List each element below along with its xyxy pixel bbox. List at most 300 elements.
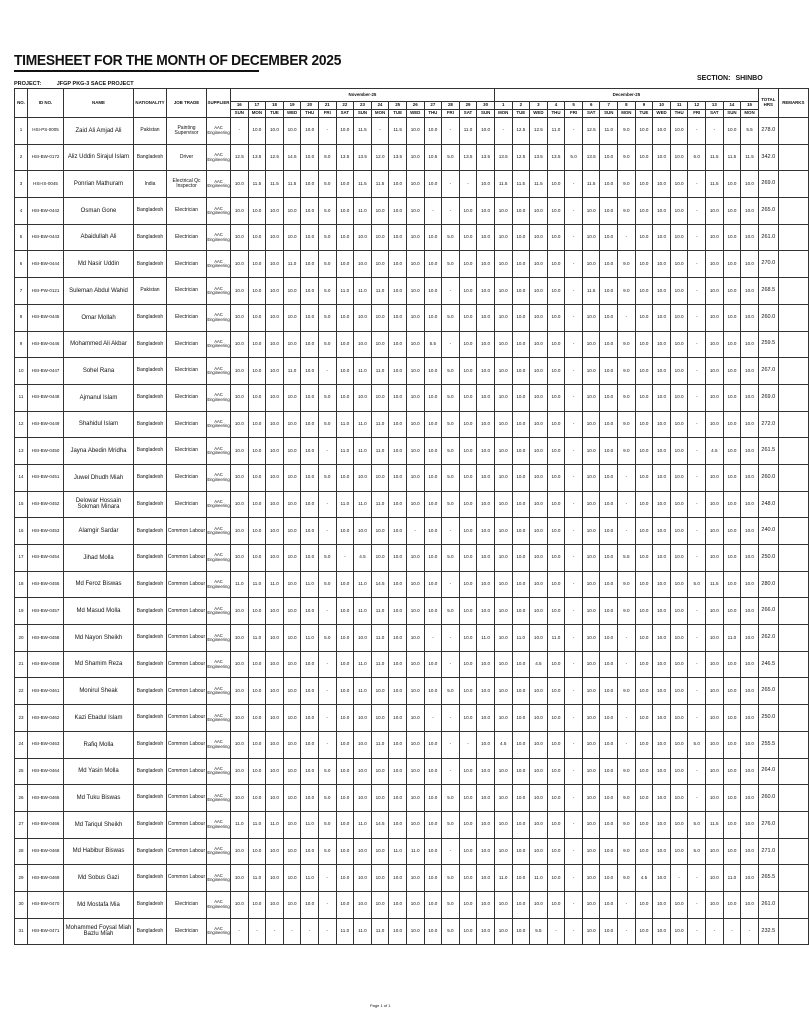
- hours-cell: 10.0: [670, 251, 688, 278]
- nationality: Bangladesh: [134, 731, 167, 758]
- job-trade: Electrician: [167, 278, 207, 305]
- hours-cell: 10.0: [389, 411, 407, 438]
- job-trade: Common Labour: [167, 838, 207, 865]
- hours-cell: 10.0: [266, 278, 284, 305]
- hours-cell: 10.0: [512, 785, 530, 812]
- hours-cell: 10.0: [231, 384, 249, 411]
- hours-cell: 10.0: [670, 705, 688, 732]
- hours-cell: 10.0: [494, 331, 512, 358]
- hours-cell: 10.0: [354, 518, 372, 545]
- hours-cell: -: [688, 304, 706, 331]
- hours-cell: 5.0: [442, 438, 460, 465]
- nationality: Bangladesh: [134, 384, 167, 411]
- hours-cell: 11.5: [706, 811, 724, 838]
- hours-cell: -: [723, 918, 741, 945]
- supplier: AAC Engineering: [207, 384, 231, 411]
- row-number: 14: [15, 464, 28, 491]
- hours-cell: 10.0: [530, 891, 548, 918]
- hours-cell: 10.0: [600, 224, 618, 251]
- hours-cell: 10.0: [723, 278, 741, 305]
- hours-cell: 10.0: [635, 545, 653, 572]
- hours-cell: 10.0: [653, 731, 671, 758]
- hours-cell: -: [688, 384, 706, 411]
- hours-cell: 10.0: [582, 411, 600, 438]
- hours-cell: 10.0: [547, 384, 565, 411]
- hours-cell: 10.0: [248, 891, 266, 918]
- day-number-header: 12: [688, 102, 706, 110]
- row-number: 8: [15, 304, 28, 331]
- hours-cell: 10.0: [283, 331, 301, 358]
- hours-cell: 10.0: [354, 224, 372, 251]
- table-row: [15, 571, 809, 598]
- hours-cell: 10.0: [301, 491, 319, 518]
- hours-cell: 10.0: [283, 865, 301, 892]
- hours-cell: 11.0: [248, 571, 266, 598]
- hours-cell: 10.0: [653, 358, 671, 385]
- hours-cell: 10.0: [547, 651, 565, 678]
- employee-name: Suleman Abdul Wahid: [64, 278, 134, 305]
- hours-cell: 10.0: [389, 251, 407, 278]
- weekday-header: SAT: [459, 110, 477, 118]
- hours-cell: 10.0: [389, 304, 407, 331]
- hours-cell: 10.0: [406, 785, 424, 812]
- hours-cell: -: [565, 625, 583, 652]
- hours-cell: 10.0: [248, 598, 266, 625]
- hours-cell: 10.0: [424, 491, 442, 518]
- weekday-header: SAT: [336, 110, 354, 118]
- hours-cell: 10.0: [266, 118, 284, 145]
- hours-cell: 10.0: [354, 758, 372, 785]
- hours-cell: -: [565, 331, 583, 358]
- hours-cell: 10.0: [389, 625, 407, 652]
- total-hours: 259.5: [758, 331, 778, 358]
- hours-cell: 10.0: [459, 625, 477, 652]
- hours-cell: 10.0: [723, 811, 741, 838]
- hours-cell: 10.0: [371, 705, 389, 732]
- hours-cell: 5.0: [318, 251, 336, 278]
- weekday-header: SUN: [231, 110, 249, 118]
- header-job-trade: JOB TRADE: [167, 89, 207, 118]
- hours-cell: 10.0: [283, 518, 301, 545]
- hours-cell: 10.0: [600, 918, 618, 945]
- row-number: 28: [15, 838, 28, 865]
- hours-cell: 10.0: [266, 411, 284, 438]
- hours-cell: 10.0: [547, 891, 565, 918]
- hours-cell: -: [688, 918, 706, 945]
- supplier: AAC Engineering: [207, 411, 231, 438]
- hours-cell: 10.0: [600, 865, 618, 892]
- hours-cell: 10.0: [477, 545, 495, 572]
- remarks-cell: [778, 678, 808, 705]
- hours-cell: 10.0: [266, 358, 284, 385]
- hours-cell: -: [336, 545, 354, 572]
- hours-cell: 5.0: [318, 464, 336, 491]
- hours-cell: 8.0: [318, 144, 336, 171]
- remarks-cell: [778, 304, 808, 331]
- hours-cell: 10.0: [231, 304, 249, 331]
- employee-name: Md Feroz Biswas: [64, 571, 134, 598]
- hours-cell: 10.0: [459, 411, 477, 438]
- hours-cell: 10.0: [354, 331, 372, 358]
- hours-cell: 10.0: [266, 731, 284, 758]
- hours-cell: -: [618, 625, 636, 652]
- hours-cell: 11.0: [248, 625, 266, 652]
- hours-cell: 11.0: [336, 918, 354, 945]
- hours-cell: 5.0: [442, 224, 460, 251]
- hours-cell: 10.0: [582, 785, 600, 812]
- hours-cell: 9.0: [618, 331, 636, 358]
- hours-cell: 10.0: [301, 224, 319, 251]
- hours-cell: 10.5: [424, 144, 442, 171]
- hours-cell: -: [459, 731, 477, 758]
- hours-cell: 10.0: [266, 891, 284, 918]
- job-trade: Common Labour: [167, 811, 207, 838]
- hours-cell: 10.0: [512, 705, 530, 732]
- employee-name: Md Habibur Biswas: [64, 838, 134, 865]
- hours-cell: -: [424, 705, 442, 732]
- hours-cell: -: [442, 758, 460, 785]
- hours-cell: 10.0: [406, 705, 424, 732]
- hours-cell: -: [618, 651, 636, 678]
- hours-cell: 10.0: [477, 865, 495, 892]
- hours-cell: 5.0: [442, 411, 460, 438]
- hours-cell: 4.5: [635, 865, 653, 892]
- hours-cell: 10.0: [723, 571, 741, 598]
- hours-cell: 10.0: [231, 865, 249, 892]
- table-row: [15, 865, 809, 892]
- day-number-header: 23: [354, 102, 372, 110]
- weekday-header: SAT: [582, 110, 600, 118]
- hours-cell: 9.0: [618, 678, 636, 705]
- table-row: [15, 464, 809, 491]
- hours-cell: -: [318, 491, 336, 518]
- hours-cell: 10.0: [653, 891, 671, 918]
- hours-cell: -: [688, 491, 706, 518]
- hours-cell: 10.0: [266, 758, 284, 785]
- supplier: AAC Engineering: [207, 464, 231, 491]
- hours-cell: 10.0: [248, 464, 266, 491]
- hours-cell: 10.0: [741, 411, 759, 438]
- hours-cell: 10.0: [494, 838, 512, 865]
- employee-name: Jihad Molla: [64, 545, 134, 572]
- hours-cell: 10.0: [266, 438, 284, 465]
- row-number: 2: [15, 144, 28, 171]
- hours-cell: 10.0: [494, 545, 512, 572]
- hours-cell: -: [406, 518, 424, 545]
- hours-cell: 13.5: [547, 144, 565, 171]
- hours-cell: -: [565, 171, 583, 198]
- total-hours: 265.0: [758, 198, 778, 225]
- nationality: Bangladesh: [134, 838, 167, 865]
- job-trade: Electrician: [167, 304, 207, 331]
- hours-cell: 10.0: [494, 278, 512, 305]
- hours-cell: 10.0: [670, 224, 688, 251]
- day-number-header: 29: [459, 102, 477, 110]
- hours-cell: 10.0: [336, 171, 354, 198]
- hours-cell: 10.0: [547, 224, 565, 251]
- hours-cell: 10.0: [741, 545, 759, 572]
- hours-cell: 5.5: [618, 545, 636, 572]
- hours-cell: 10.0: [723, 384, 741, 411]
- hours-cell: 11.5: [283, 171, 301, 198]
- hours-cell: 13.5: [459, 144, 477, 171]
- hours-cell: 10.0: [653, 625, 671, 652]
- hours-cell: 10.0: [582, 571, 600, 598]
- hours-cell: 11.0: [494, 865, 512, 892]
- hours-cell: 10.0: [530, 678, 548, 705]
- nationality: Bangladesh: [134, 918, 167, 945]
- hours-cell: 10.0: [635, 171, 653, 198]
- hours-cell: 11.0: [723, 625, 741, 652]
- hours-cell: 10.0: [424, 838, 442, 865]
- table-row: [15, 491, 809, 518]
- job-trade: Electrician: [167, 384, 207, 411]
- supplier: AAC Engineering: [207, 518, 231, 545]
- total-hours: 250.0: [758, 545, 778, 572]
- hours-cell: 10.0: [283, 758, 301, 785]
- hours-cell: 10.0: [723, 491, 741, 518]
- hours-cell: 12.5: [512, 118, 530, 145]
- header-total: [758, 89, 778, 118]
- hours-cell: 10.0: [600, 278, 618, 305]
- supplier: AAC Engineering: [207, 545, 231, 572]
- hours-cell: -: [706, 118, 724, 145]
- hours-cell: 10.0: [512, 491, 530, 518]
- hours-cell: 5.0: [442, 384, 460, 411]
- table-row: [15, 384, 809, 411]
- hours-cell: 10.0: [670, 678, 688, 705]
- employee-id: HSI-PS-0005: [28, 118, 64, 145]
- hours-cell: 10.0: [600, 384, 618, 411]
- hours-cell: 10.0: [723, 705, 741, 732]
- day-number-header: 27: [424, 102, 442, 110]
- hours-cell: 10.0: [248, 705, 266, 732]
- table-row: [15, 278, 809, 305]
- job-trade: Electrician: [167, 411, 207, 438]
- hours-cell: 10.0: [477, 491, 495, 518]
- employee-id: HSI-BW-0453: [28, 518, 64, 545]
- job-trade: Electrician: [167, 491, 207, 518]
- hours-cell: 11.5: [248, 171, 266, 198]
- day-number-header: 3: [530, 102, 548, 110]
- row-number: 5: [15, 224, 28, 251]
- nationality: Bangladesh: [134, 865, 167, 892]
- hours-cell: 10.0: [231, 598, 249, 625]
- job-trade: Driver: [167, 144, 207, 171]
- remarks-cell: [778, 705, 808, 732]
- hours-cell: 10.0: [406, 625, 424, 652]
- hours-cell: -: [565, 545, 583, 572]
- employee-id: HSI-BW-0451: [28, 464, 64, 491]
- hours-cell: 10.0: [547, 545, 565, 572]
- weekday-header: MON: [618, 110, 636, 118]
- hours-cell: 10.0: [459, 811, 477, 838]
- hours-cell: 10.0: [477, 358, 495, 385]
- job-trade: Electrician: [167, 438, 207, 465]
- hours-cell: 11.0: [406, 838, 424, 865]
- remarks-cell: [778, 198, 808, 225]
- hours-cell: -: [248, 918, 266, 945]
- hours-cell: -: [618, 918, 636, 945]
- hours-cell: 10.0: [547, 811, 565, 838]
- hours-cell: 10.0: [670, 625, 688, 652]
- table-row: [15, 331, 809, 358]
- hours-cell: 10.0: [283, 198, 301, 225]
- hours-cell: 10.0: [530, 198, 548, 225]
- hours-cell: 5.0: [318, 571, 336, 598]
- hours-cell: 10.0: [653, 304, 671, 331]
- hours-cell: 10.0: [741, 384, 759, 411]
- hours-cell: -: [442, 198, 460, 225]
- nationality: Bangladesh: [134, 705, 167, 732]
- hours-cell: 10.0: [248, 331, 266, 358]
- hours-cell: 10.0: [494, 625, 512, 652]
- hours-cell: 13.5: [389, 144, 407, 171]
- hours-cell: 10.0: [635, 838, 653, 865]
- hours-cell: 10.0: [406, 758, 424, 785]
- hours-cell: -: [565, 811, 583, 838]
- remarks-cell: [778, 144, 808, 171]
- hours-cell: -: [565, 571, 583, 598]
- day-number-header: 26: [406, 102, 424, 110]
- hours-cell: 11.0: [354, 651, 372, 678]
- hours-cell: 10.0: [530, 838, 548, 865]
- hours-cell: 10.0: [301, 278, 319, 305]
- hours-cell: 11.5: [582, 278, 600, 305]
- employee-name: Zaid Ali Amjad Ali: [64, 118, 134, 145]
- hours-cell: 10.0: [266, 678, 284, 705]
- row-number: 3: [15, 171, 28, 198]
- hours-cell: 10.0: [406, 438, 424, 465]
- employee-id: HSI-BW-0450: [28, 438, 64, 465]
- hours-cell: 9.0: [618, 144, 636, 171]
- hours-cell: 10.0: [336, 464, 354, 491]
- hours-cell: 10.0: [354, 384, 372, 411]
- nationality: Bangladesh: [134, 491, 167, 518]
- hours-cell: 10.0: [371, 678, 389, 705]
- hours-cell: 13.5: [354, 144, 372, 171]
- hours-cell: 11.0: [301, 571, 319, 598]
- weekday-header: SUN: [477, 110, 495, 118]
- hours-cell: 10.0: [283, 571, 301, 598]
- day-number-header: 18: [266, 102, 284, 110]
- hours-cell: 10.0: [530, 278, 548, 305]
- hours-cell: 10.0: [547, 731, 565, 758]
- weekday-header: SUN: [354, 110, 372, 118]
- page-number: Page 1 of 1: [370, 1003, 391, 1008]
- total-hours: 261.0: [758, 891, 778, 918]
- hours-cell: 10.0: [706, 224, 724, 251]
- hours-cell: 10.0: [231, 171, 249, 198]
- row-number: 17: [15, 545, 28, 572]
- hours-cell: -: [547, 918, 565, 945]
- row-number: 19: [15, 598, 28, 625]
- hours-cell: 14.5: [371, 811, 389, 838]
- hours-cell: 10.0: [301, 438, 319, 465]
- remarks-cell: [778, 358, 808, 385]
- hours-cell: -: [688, 171, 706, 198]
- hours-cell: 10.0: [494, 518, 512, 545]
- hours-cell: 10.0: [653, 438, 671, 465]
- job-trade: Electrician: [167, 918, 207, 945]
- supplier: AAC Engineering: [207, 811, 231, 838]
- row-number: 12: [15, 411, 28, 438]
- hours-cell: 10.0: [600, 785, 618, 812]
- hours-cell: -: [565, 118, 583, 145]
- supplier: AAC Engineering: [207, 731, 231, 758]
- hours-cell: 10.0: [477, 411, 495, 438]
- hours-cell: 10.0: [706, 278, 724, 305]
- row-number: 24: [15, 731, 28, 758]
- hours-cell: 5.0: [688, 838, 706, 865]
- hours-cell: 10.0: [406, 304, 424, 331]
- hours-cell: 10.0: [512, 384, 530, 411]
- hours-cell: 10.0: [670, 518, 688, 545]
- hours-cell: 10.0: [406, 865, 424, 892]
- supplier: AAC Engineering: [207, 918, 231, 945]
- employee-name: Md Tuku Biswas: [64, 785, 134, 812]
- hours-cell: 10.0: [494, 811, 512, 838]
- hours-cell: 10.0: [354, 891, 372, 918]
- job-trade: Common Labour: [167, 705, 207, 732]
- hours-cell: 10.0: [301, 545, 319, 572]
- hours-cell: 11.0: [336, 278, 354, 305]
- hours-cell: -: [688, 518, 706, 545]
- hours-cell: 11.0: [371, 731, 389, 758]
- hours-cell: 10.0: [283, 118, 301, 145]
- row-number: 9: [15, 331, 28, 358]
- remarks-cell: [778, 545, 808, 572]
- hours-cell: 10.0: [547, 411, 565, 438]
- hours-cell: 10.0: [477, 118, 495, 145]
- hours-cell: 10.0: [530, 731, 548, 758]
- hours-cell: -: [318, 891, 336, 918]
- hours-cell: 10.0: [406, 411, 424, 438]
- hours-cell: 10.0: [494, 678, 512, 705]
- hours-cell: 10.0: [670, 731, 688, 758]
- hours-cell: 10.0: [706, 838, 724, 865]
- hours-cell: 10.0: [635, 278, 653, 305]
- hours-cell: 11.0: [354, 198, 372, 225]
- hours-cell: -: [688, 251, 706, 278]
- job-trade: Common Labour: [167, 545, 207, 572]
- hours-cell: 11.0: [248, 811, 266, 838]
- hours-cell: 10.0: [301, 518, 319, 545]
- hours-cell: 10.0: [547, 491, 565, 518]
- hours-cell: 10.0: [424, 918, 442, 945]
- hours-cell: 11.5: [512, 171, 530, 198]
- total-hours: 269.0: [758, 171, 778, 198]
- hours-cell: 10.0: [371, 838, 389, 865]
- hours-cell: 10.0: [459, 891, 477, 918]
- weekday-header: FRI: [318, 110, 336, 118]
- supplier: AAC Engineering: [207, 198, 231, 225]
- hours-cell: 10.0: [336, 331, 354, 358]
- hours-cell: 11.0: [354, 598, 372, 625]
- hours-cell: 10.0: [530, 464, 548, 491]
- hours-cell: 10.0: [283, 678, 301, 705]
- hours-cell: 10.0: [389, 571, 407, 598]
- remarks-cell: [778, 278, 808, 305]
- hours-cell: 10.0: [600, 625, 618, 652]
- hours-cell: 10.0: [389, 491, 407, 518]
- hours-cell: 10.0: [336, 865, 354, 892]
- hours-cell: 11.0: [231, 571, 249, 598]
- hours-cell: 10.0: [512, 545, 530, 572]
- hours-cell: 10.0: [231, 785, 249, 812]
- hours-cell: 10.0: [600, 705, 618, 732]
- row-number: 7: [15, 278, 28, 305]
